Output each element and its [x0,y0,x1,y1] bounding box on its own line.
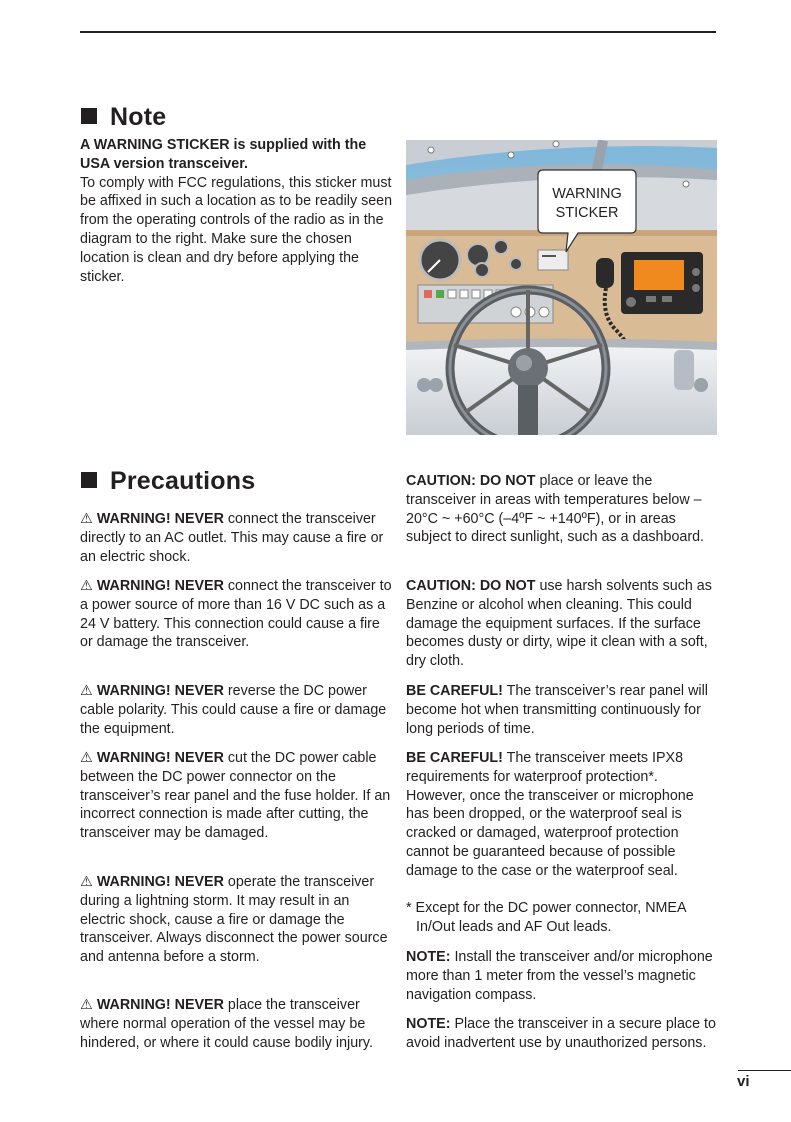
warning-triangle-icon: ⚠ [80,997,93,1013]
warning-paragraph: ⚠ WARNING! NEVER operate the transceiver during a lightning storm. It may result in an electric shock, cause a fire or damage the transceiver. Always disconnect the power source and antenna before a storm. [80,874,388,966]
warning-paragraph: ⚠ WARNING! NEVER cut the DC power cable between the DC power connector on the transceiver’s rear panel and the fuse holder. If an incorrect connection is made after cutting, the transceiver may be damaged. [80,750,391,842]
precautions-heading: Precautions [81,466,255,496]
square-bullet-icon [81,108,97,124]
note-body [80,136,395,286]
warning-paragraph: ⚠ WARNING! NEVER connect the transceiver to a power source of more than 16 V DC such as a 24 V battery. This connection could cause a fire or damage the transceiver. [80,578,392,651]
footer-rule [738,1070,791,1071]
warning-triangle-icon: ⚠ [80,750,93,766]
warning-paragraph: ⚠ WARNING! NEVER connect the transceiver directly to an AC outlet. This may cause a fire or an electric shock. [80,511,384,565]
warning-paragraph: ⚠ WARNING! NEVER reverse the DC power cable polarity. This could cause a fire or damage the equipment. [80,683,387,737]
note-paragraph: NOTE: Install the transceiver and/or microphone more than 1 meter from the vessel’s magnetic navigation compass. [406,949,713,1003]
note-text: To comply with FCC regulations, this sticker must be affixed in such a location as to be readily seen from the operating controls of the radio as in the diagram to the right. Make sure the chosen location is clean and dry before applying the sticker. [80,174,393,285]
warning-triangle-icon: ⚠ [80,578,93,594]
note-heading: Note [81,102,166,132]
warning-triangle-icon: ⚠ [80,874,93,890]
warning-sticker-illustration [406,140,717,435]
square-bullet-icon [81,472,97,488]
warning-triangle-icon: ⚠ [80,683,93,699]
careful-paragraph: BE CAREFUL! The transceiver’s rear panel will become hot when transmitting continuously for long periods of time. [406,683,708,737]
warning-paragraph: ⚠ WARNING! NEVER place the transceiver where normal operation of the vessel may be hindered, or where it could cause bodily injury. [80,997,373,1051]
callout-text-line1: WARNING [552,186,622,202]
microphone-icon [596,258,614,288]
sticker-icon [538,250,568,270]
warning-triangle-icon: ⚠ [80,511,93,527]
page-number: vi [737,1073,750,1090]
caution-paragraph: CAUTION: DO NOT use harsh solvents such as Benzine or alcohol when cleaning. This could damage the equipment surfaces. If the surface becomes dusty or dirty, wipe it clean with a soft, dry cloth. [406,578,712,670]
careful-paragraph: BE CAREFUL! The transceiver meets IPX8 requirements for waterproof protection*. However, once the transceiver or microphone has been dropped, or the waterproof seal is cracked or damaged, waterproof protection cannot be guaranteed because of possible damage to the case or the waterproof seal. [406,750,694,879]
callout-text-line2: STICKER [555,205,619,221]
caution-paragraph: CAUTION: DO NOT place or leave the transceiver in areas with temperatures below –20°C ~ +60°C (–4ºF ~ +140ºF), or in areas subject to direct sunlight, such as a dashboard. [406,473,705,546]
note-paragraph: NOTE: Place the transceiver in a secure place to avoid inadvertent use by unauthorized persons. [406,1016,716,1051]
note-lead: A WARNING STICKER is supplied with the USA version transceiver. [80,137,367,172]
header-rule [80,31,716,33]
footnote: * Except for the DC power connector, NMEA In/Out leads and AF Out leads. [406,900,686,935]
radio-screen [634,260,684,290]
